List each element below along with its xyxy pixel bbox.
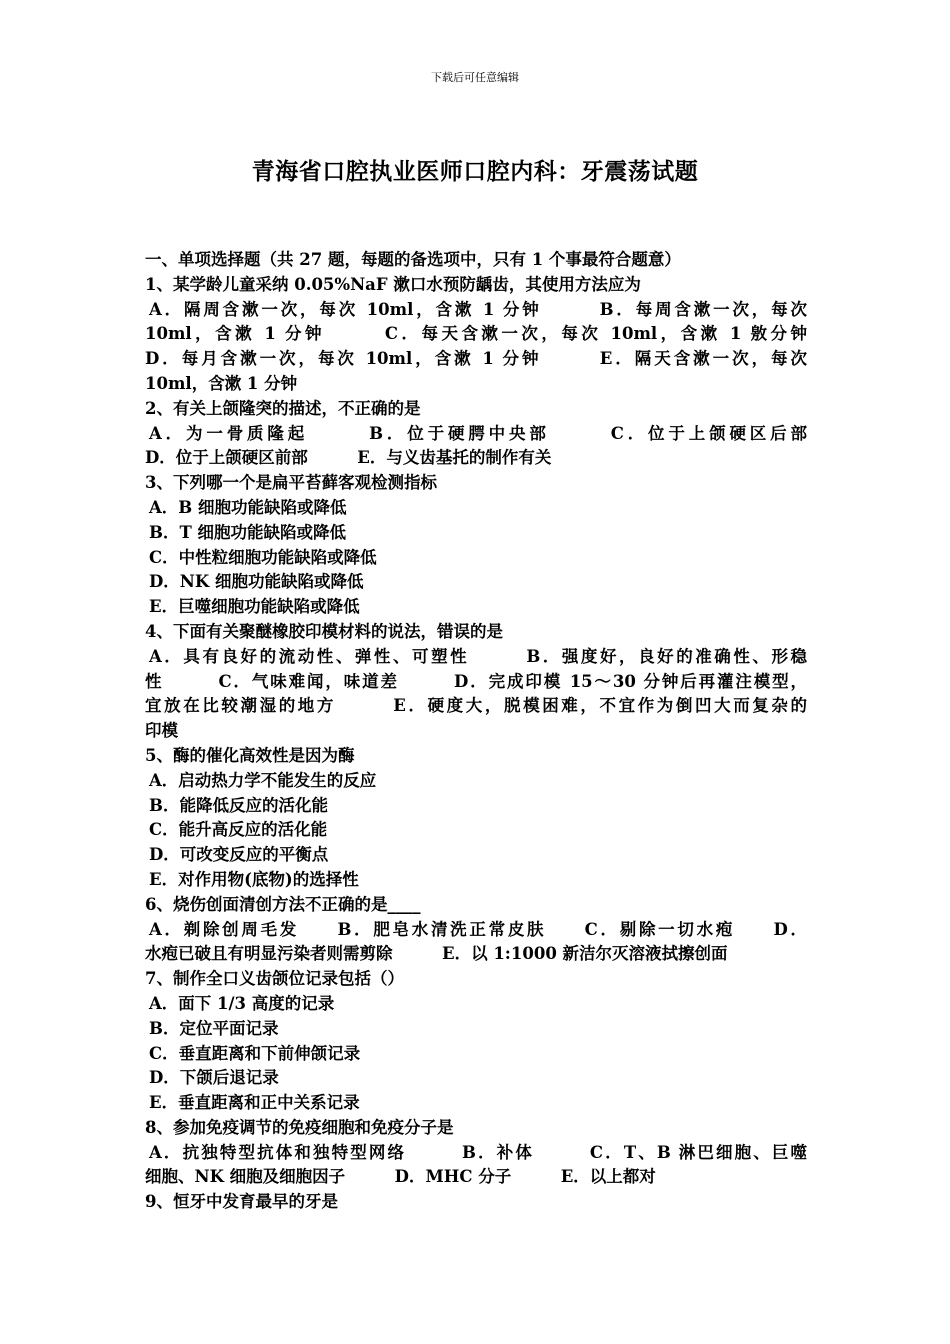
question-stem: 3、下列哪一个是扁平苔藓客观检测指标 bbox=[145, 473, 437, 493]
header-note: 下载后可任意编辑 bbox=[431, 71, 519, 84]
option-line: E．垂直距离和正中关系记录 bbox=[149, 1093, 360, 1113]
option-line: 性 C．气味难闻，味道差 D．完成印模 15～30 分钟后再灌注模型， bbox=[145, 671, 807, 691]
option-line: A．面下 1/3 高度的记录 bbox=[149, 993, 335, 1013]
document-title: 青海省口腔执业医师口腔内科：牙震荡试题 bbox=[251, 158, 699, 185]
option-line: E．巨噬细胞功能缺陷或降低 bbox=[149, 597, 360, 617]
question-stem: 9、恒牙中发育最早的牙是 bbox=[145, 1192, 338, 1212]
option-line: C．能升高反应的活化能 bbox=[149, 820, 328, 840]
option-line: C．垂直距离和下前伸颌记录 bbox=[149, 1043, 361, 1063]
option-line: D．下颌后退记录 bbox=[149, 1068, 279, 1088]
option-line: A．具有良好的流动性、弹性、可塑性 B．强度好，良好的准确性、形稳 bbox=[149, 646, 807, 666]
option-line: D．位于上颌硬区前部 E．与义齿基托的制作有关 bbox=[145, 448, 552, 468]
option-line: D．每月含漱一次，每次 10ml，含漱 1 分钟 E．隔天含漱一次，每次 bbox=[145, 349, 807, 369]
question-list bbox=[145, 248, 807, 1215]
option-line: B．T 细胞功能缺陷或降低 bbox=[149, 522, 346, 542]
section-heading: 一、单项选择题（共 27 题，每题的备选项中，只有 1 个事最符合题意） bbox=[145, 250, 681, 269]
option-line: 10ml，含漱 1 分钟 bbox=[145, 373, 298, 393]
option-line: D．可改变反应的平衡点 bbox=[149, 845, 329, 865]
option-line: 宜放在比较潮湿的地方 E．硬度大，脱模困难，不宜作为倒凹大而复杂的 bbox=[145, 696, 807, 716]
option-line: A．隔周含漱一次，每次 10ml，含漱 1 分钟 B．每周含漱一次，每次 bbox=[149, 299, 807, 319]
question-stem: 4、下面有关聚醚橡胶印模材料的说法，错误的是 bbox=[145, 621, 503, 641]
question-stem: 7、制作全口义齿颌位记录包括（） bbox=[145, 969, 404, 989]
option-line: A．抗独特型抗体和独特型网络 B．补体 C．T、B 淋巴细胞、巨噬 bbox=[149, 1142, 807, 1162]
question-stem: 1、某学龄儿童采纳 0.05%NaF 漱口水预防龋齿，其使用方法应为 bbox=[145, 274, 641, 294]
option-line: A．B 细胞功能缺陷或降低 bbox=[149, 497, 347, 517]
option-line: E．对作用物(底物)的选择性 bbox=[149, 869, 359, 889]
option-line: 10ml，含漱 1 分钟 C．每天含漱一次，每次 10ml，含漱 1 敫分钟 bbox=[145, 324, 807, 344]
option-line: A．启动热力学不能发生的反应 bbox=[149, 770, 377, 790]
question-stem: 2、有关上颌隆突的描述，不正确的是 bbox=[145, 398, 421, 418]
question-stem: 8、参加免疫调节的免疫细胞和免疫分子是 bbox=[145, 1117, 454, 1137]
option-line: B．定位平面记录 bbox=[149, 1018, 279, 1038]
option-line: 细胞、NK 细胞及细胞因子 D．MHC 分子 E．以上都对 bbox=[145, 1167, 656, 1187]
option-line: 印模 bbox=[145, 721, 178, 741]
option-line: 水疱已破且有明显污染者则需剪除 E．以 1:1000 新洁尔灭溶液拭擦创面 bbox=[145, 944, 728, 964]
question-stem: 5、酶的催化高效性是因为酶 bbox=[145, 745, 355, 765]
option-line: D．NK 细胞功能缺陷或降低 bbox=[149, 572, 364, 592]
option-line: A．为一骨质隆起 B．位于硬腭中央部 C．位于上颌硬区后部 bbox=[149, 423, 807, 443]
option-line: A．剃除创周毛发 B．肥皂水清洗正常皮肤 C．剔除一切水疱 D． bbox=[149, 919, 807, 939]
question-stem: 6、烧伤创面清创方法不正确的是____ bbox=[145, 894, 421, 914]
option-line: B．能降低反应的活化能 bbox=[149, 795, 328, 815]
option-line: C．中性粒细胞功能缺陷或降低 bbox=[149, 547, 377, 567]
